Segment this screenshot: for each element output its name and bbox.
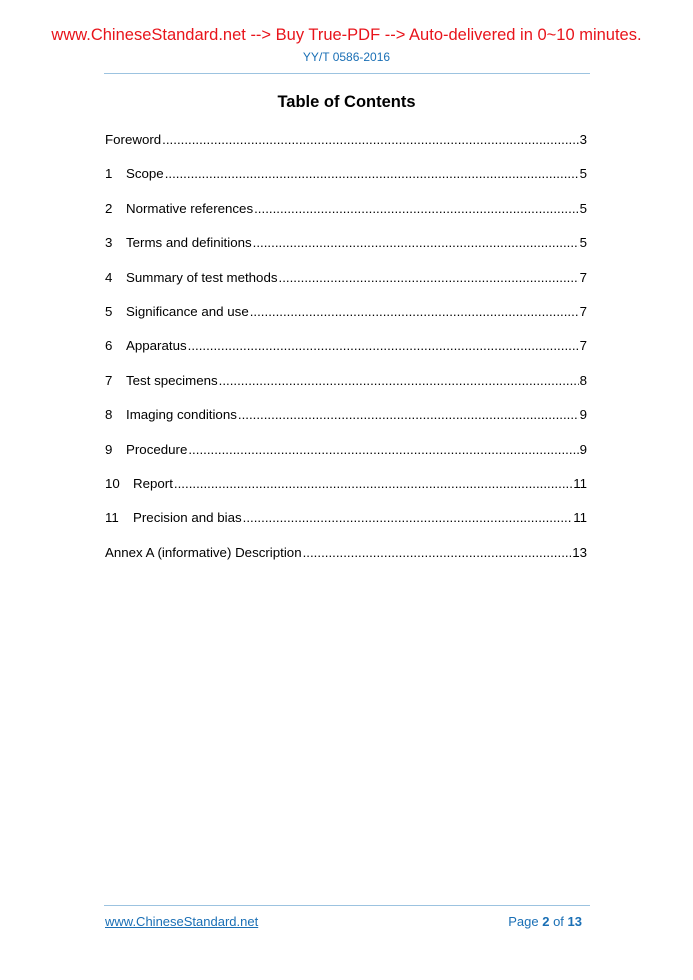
toc-entry-precision-and-bias[interactable] — [105, 510, 587, 544]
toc-entry-label: Significance and use — [126, 303, 249, 319]
toc-entry-page: 9 — [579, 407, 587, 423]
toc-entry-report[interactable] — [105, 476, 587, 510]
document-id: YY/T 0586-2016 — [302, 50, 391, 64]
toc-entry-page: 5 — [579, 235, 587, 251]
toc-entry-number: 4 — [105, 269, 113, 285]
page-total: 13 — [567, 914, 582, 929]
toc-leader — [250, 304, 579, 320]
toc-entry-number: 5 — [105, 303, 113, 319]
page-current: 2 — [542, 914, 550, 929]
toc-entry-foreword[interactable] — [105, 132, 587, 166]
toc-entry-page: 9 — [579, 441, 587, 457]
page-prefix: Page — [508, 914, 543, 929]
header-divider — [104, 73, 590, 74]
toc-entry-label: Annex A (informative) Description — [105, 544, 302, 560]
toc-entry-terms-and-definitions[interactable] — [105, 235, 587, 269]
toc-entry-procedure[interactable] — [105, 442, 587, 476]
toc-leader — [219, 373, 579, 389]
toc-leader — [174, 476, 572, 492]
toc-entry-number: 10 — [105, 475, 120, 491]
toc-entry-label: Procedure — [126, 441, 188, 457]
toc-entry-label: Report — [133, 475, 173, 491]
toc-entry-label: Foreword — [105, 132, 162, 147]
toc-list — [105, 132, 587, 579]
toc-entry-number: 3 — [105, 235, 113, 251]
toc-entry-label: Apparatus — [126, 338, 187, 354]
toc-leader — [254, 201, 578, 217]
toc-entry-label: Precision and bias — [133, 510, 242, 526]
page-of: of — [549, 914, 568, 929]
toc-entry-number: 7 — [105, 372, 113, 388]
toc-leader — [238, 407, 579, 423]
toc-entry-number: 6 — [105, 338, 113, 354]
toc-leader — [162, 132, 578, 148]
page-indicator — [508, 914, 582, 929]
toc-entry-label: Terms and definitions — [126, 235, 252, 251]
toc-entry-page: 7 — [579, 303, 587, 319]
toc-entry-number: 9 — [105, 441, 113, 457]
toc-entry-label: Scope — [126, 166, 164, 182]
toc-entry-test-specimens[interactable] — [105, 373, 587, 407]
toc-entry-label: Normative references — [126, 200, 254, 216]
footer-website-link[interactable]: www.ChineseStandard.net — [105, 914, 259, 929]
toc-entry-label: Summary of test methods — [126, 269, 278, 285]
toc-leader — [188, 442, 578, 458]
toc-entry-summary-of-test-methods[interactable] — [105, 270, 587, 304]
toc-entry-significance-and-use[interactable] — [105, 304, 587, 338]
toc-entry-page: 7 — [579, 269, 587, 285]
toc-entry-label: Imaging conditions — [126, 407, 237, 423]
toc-entry-normative-references[interactable] — [105, 201, 587, 235]
toc-entry-number: 2 — [105, 200, 113, 216]
toc-entry-label: Test specimens — [126, 372, 218, 388]
toc-leader — [303, 545, 572, 561]
toc-entry-page: 13 — [572, 544, 587, 560]
toc-leader — [253, 235, 579, 251]
toc-entry-page: 11 — [573, 510, 587, 526]
toc-entry-imaging-conditions[interactable] — [105, 407, 587, 441]
toc-leader — [279, 270, 579, 286]
toc-entry-page: 3 — [579, 132, 587, 147]
toc-leader — [165, 166, 579, 182]
toc-leader — [188, 338, 579, 354]
toc-entry-page: 5 — [579, 166, 587, 182]
toc-entry-apparatus[interactable] — [105, 338, 587, 372]
toc-entry-page: 11 — [573, 475, 587, 491]
toc-entry-number: 11 — [105, 510, 119, 526]
toc-entry-annex-a[interactable] — [105, 545, 587, 579]
promo-banner[interactable]: www.ChineseStandard.net --> Buy True-PDF --> Auto-delivered in 0~10 minutes. — [51, 26, 642, 44]
footer-divider — [104, 905, 590, 906]
toc-entry-page: 8 — [579, 372, 587, 388]
toc-entry-page: 5 — [579, 200, 587, 216]
toc-title: Table of Contents — [277, 93, 416, 111]
toc-entry-page: 7 — [579, 338, 587, 354]
toc-entry-number: 8 — [105, 407, 113, 423]
toc-entry-number: 1 — [105, 166, 113, 182]
toc-leader — [243, 510, 573, 526]
toc-entry-scope[interactable] — [105, 166, 587, 200]
